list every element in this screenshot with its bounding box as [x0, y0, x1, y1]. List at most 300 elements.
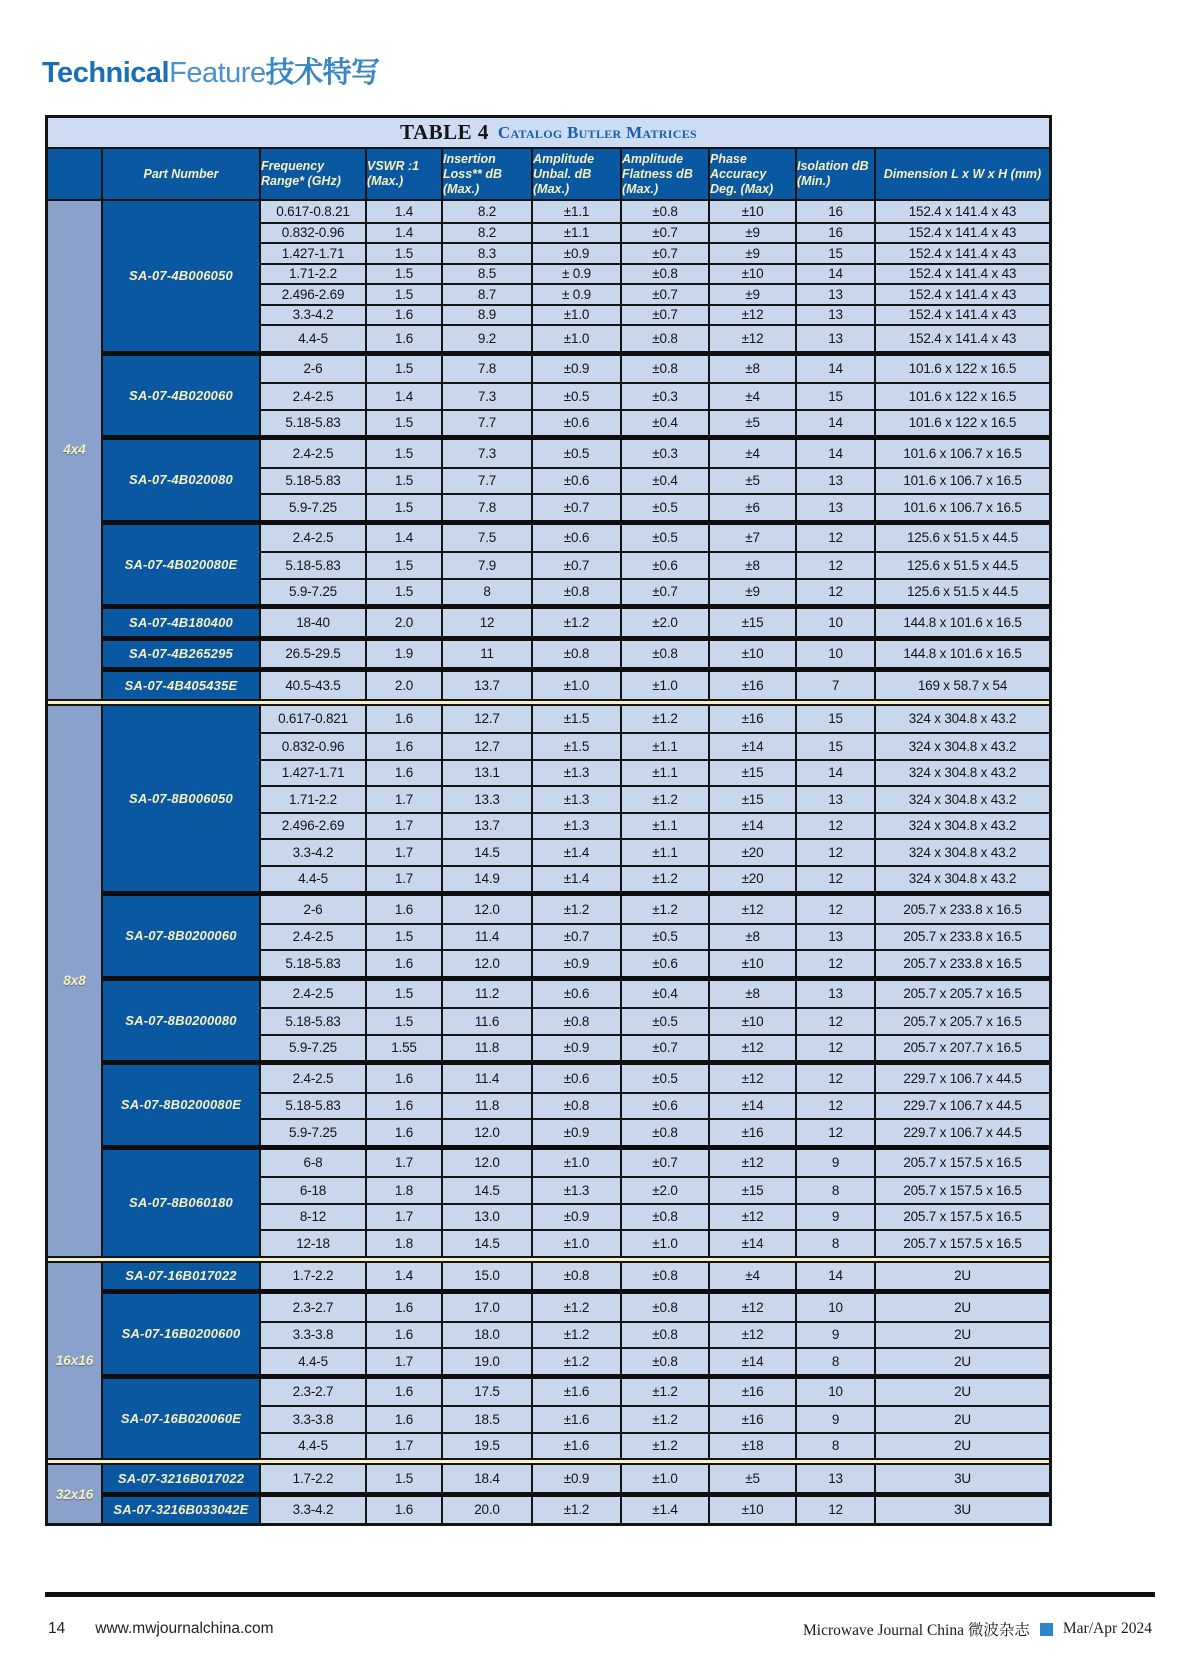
- column-header-text: Frequency Range* (GHz): [261, 159, 341, 188]
- cell-freq: 4.4-5: [261, 326, 367, 351]
- cell-phase: ±20: [710, 867, 797, 892]
- cell-phase: ±14: [710, 1231, 797, 1256]
- cell-phase: ±14: [710, 1094, 797, 1119]
- table-row: [261, 812, 1049, 839]
- cell-il: 12.0: [443, 951, 533, 976]
- part-number-cell: SA-07-16B0200600: [103, 1294, 261, 1374]
- cell-iso: 8: [797, 1349, 876, 1374]
- cell-vswr: 1.6: [367, 734, 443, 759]
- cell-freq: 5.18-5.83: [261, 553, 367, 578]
- cell-il: 7.9: [443, 553, 533, 578]
- cell-vswr: 1.55: [367, 1036, 443, 1061]
- column-header-text: Amplitude Unbal. dB (Max.): [533, 151, 595, 196]
- cell-vswr: 1.7: [367, 1150, 443, 1177]
- column-header-group: [48, 149, 103, 199]
- footer-left: [48, 1620, 274, 1638]
- frequency-rows: [261, 1263, 1049, 1290]
- cell-flat: ±1.0: [622, 1465, 710, 1492]
- size-group-4x4: [48, 201, 1049, 699]
- cell-il: 12.0: [443, 896, 533, 923]
- cell-il: 19.5: [443, 1434, 533, 1459]
- cell-freq: 5.18-5.83: [261, 951, 367, 976]
- cell-il: 18.5: [443, 1407, 533, 1432]
- cell-il: 8.7: [443, 285, 533, 304]
- part-block: [103, 667, 1049, 699]
- cell-phase: ±4: [710, 440, 797, 467]
- cell-phase: ±14: [710, 1349, 797, 1374]
- cell-freq: 5.18-5.83: [261, 469, 367, 494]
- cell-freq: 8-12: [261, 1205, 367, 1230]
- cell-iso: 16: [797, 201, 876, 222]
- cell-freq: 0.617-0.8.21: [261, 201, 367, 222]
- cell-phase: ±9: [710, 580, 797, 605]
- frequency-rows: [261, 1065, 1049, 1145]
- part-number-cell: SA-07-4B020080E: [103, 525, 261, 605]
- table-row: [261, 1347, 1049, 1374]
- part-block: [103, 1374, 1049, 1459]
- cell-il: 7.8: [443, 495, 533, 520]
- cell-flat: ±1.2: [622, 896, 710, 923]
- part-number-cell: SA-07-4B180400: [103, 609, 261, 636]
- table-row: [261, 949, 1049, 976]
- column-header-text: Isolation dB (Min.): [797, 159, 869, 188]
- table-row: [261, 467, 1049, 494]
- table-row: [261, 641, 1049, 668]
- cell-dim: 152.4 x 141.4 x 43: [876, 265, 1049, 284]
- cell-freq: 2.4-2.5: [261, 525, 367, 552]
- cell-unbal: ±0.9: [533, 244, 622, 263]
- cell-il: 15.0: [443, 1263, 533, 1290]
- cell-iso: 13: [797, 1465, 876, 1492]
- cell-dim: 205.7 x 157.5 x 16.5: [876, 1231, 1049, 1256]
- cell-il: 12.0: [443, 1120, 533, 1145]
- table-row: [261, 493, 1049, 520]
- part-number-cell: SA-07-3216B033042E: [103, 1497, 261, 1524]
- cell-unbal: ± 0.9: [533, 265, 622, 284]
- cell-phase: ±14: [710, 814, 797, 839]
- cell-flat: ±0.3: [622, 440, 710, 467]
- cell-iso: 10: [797, 641, 876, 668]
- cell-freq: 4.4-5: [261, 1349, 367, 1374]
- cell-flat: ±0.5: [622, 495, 710, 520]
- table-subtitle: Catalog Butler Matrices: [497, 122, 697, 142]
- cell-iso: 13: [797, 285, 876, 304]
- part-block: [103, 435, 1049, 520]
- cell-vswr: 1.5: [367, 411, 443, 436]
- cell-il: 7.3: [443, 384, 533, 409]
- cell-unbal: ±1.2: [533, 1294, 622, 1321]
- cell-dim: 101.6 x 106.7 x 16.5: [876, 440, 1049, 467]
- table-row: [261, 1092, 1049, 1119]
- cell-flat: ±0.8: [622, 1349, 710, 1374]
- journal-name: Microwave Journal China 微波杂志: [803, 1622, 1030, 1639]
- cell-dim: 205.7 x 233.8 x 16.5: [876, 925, 1049, 950]
- cell-vswr: 1.5: [367, 553, 443, 578]
- cell-freq: 1.427-1.71: [261, 761, 367, 786]
- table-header-row: [48, 149, 1049, 201]
- brand-feature: Feature: [169, 57, 266, 89]
- cell-flat: ±0.4: [622, 981, 710, 1008]
- cell-phase: ±12: [710, 1323, 797, 1348]
- frequency-rows: [261, 609, 1049, 636]
- cell-vswr: 1.5: [367, 244, 443, 263]
- cell-unbal: ±0.6: [533, 525, 622, 552]
- cell-phase: ±12: [710, 1150, 797, 1177]
- cell-freq: 2.4-2.5: [261, 981, 367, 1008]
- cell-vswr: 1.5: [367, 469, 443, 494]
- cell-il: 14.5: [443, 1178, 533, 1203]
- cell-unbal: ±1.2: [533, 1349, 622, 1374]
- cell-dim: 3U: [876, 1497, 1049, 1524]
- size-group-32x16: [48, 1465, 1049, 1523]
- group-label: 8x8: [48, 706, 103, 1256]
- cell-iso: 14: [797, 411, 876, 436]
- column-header-text: VSWR :1 (Max.): [367, 159, 420, 188]
- cell-vswr: 1.7: [367, 814, 443, 839]
- cell-vswr: 1.5: [367, 1009, 443, 1034]
- cell-iso: 14: [797, 761, 876, 786]
- cell-il: 8: [443, 580, 533, 605]
- cell-il: 13.0: [443, 1205, 533, 1230]
- cell-iso: 13: [797, 326, 876, 351]
- cell-vswr: 1.5: [367, 356, 443, 383]
- table-row: [261, 1294, 1049, 1321]
- part-number-cell: SA-07-4B006050: [103, 201, 261, 351]
- cell-dim: 324 x 304.8 x 43.2: [876, 814, 1049, 839]
- cell-phase: ±10: [710, 265, 797, 284]
- cell-vswr: 1.5: [367, 1465, 443, 1492]
- cell-il: 11.4: [443, 1065, 533, 1092]
- cell-unbal: ±1.0: [533, 1231, 622, 1256]
- cell-freq: 3.3-4.2: [261, 1497, 367, 1524]
- cell-unbal: ±1.5: [533, 706, 622, 733]
- bottom-rule: [45, 1592, 1155, 1597]
- cell-vswr: 1.4: [367, 224, 443, 243]
- size-group-16x16: [48, 1263, 1049, 1459]
- cell-vswr: 1.5: [367, 925, 443, 950]
- table-row: [261, 324, 1049, 351]
- cell-il: 11.2: [443, 981, 533, 1008]
- cell-iso: 10: [797, 609, 876, 636]
- cell-flat: ±0.7: [622, 224, 710, 243]
- cell-flat: ±0.6: [622, 951, 710, 976]
- cell-freq: 26.5-29.5: [261, 641, 367, 668]
- cell-dim: 205.7 x 157.5 x 16.5: [876, 1178, 1049, 1203]
- table-number: TABLE 4: [400, 120, 489, 144]
- part-number-cell: SA-07-4B265295: [103, 641, 261, 668]
- cell-unbal: ±0.6: [533, 411, 622, 436]
- column-header-iso: [797, 149, 876, 199]
- cell-flat: ±0.8: [622, 1205, 710, 1230]
- part-number-cell: SA-07-4B020080: [103, 440, 261, 520]
- frequency-rows: [261, 1379, 1049, 1459]
- group-body: [103, 706, 1049, 1256]
- cell-phase: ±10: [710, 951, 797, 976]
- cell-vswr: 1.4: [367, 201, 443, 222]
- cell-unbal: ±1.6: [533, 1407, 622, 1432]
- cell-phase: ±8: [710, 356, 797, 383]
- cell-flat: ±0.5: [622, 925, 710, 950]
- cell-phase: ±16: [710, 706, 797, 733]
- column-header-unbal: [533, 149, 622, 199]
- cell-phase: ±8: [710, 553, 797, 578]
- table-row: [261, 759, 1049, 786]
- cell-il: 8.2: [443, 201, 533, 222]
- cell-dim: 324 x 304.8 x 43.2: [876, 706, 1049, 733]
- cell-il: 17.0: [443, 1294, 533, 1321]
- table-row: [261, 706, 1049, 733]
- table-row: [261, 222, 1049, 243]
- cell-vswr: 1.7: [367, 840, 443, 865]
- cell-vswr: 1.6: [367, 1407, 443, 1432]
- table-row: [261, 896, 1049, 923]
- cell-phase: ±5: [710, 469, 797, 494]
- cell-dim: 3U: [876, 1465, 1049, 1492]
- cell-dim: 2U: [876, 1294, 1049, 1321]
- cell-iso: 8: [797, 1178, 876, 1203]
- cell-phase: ±9: [710, 224, 797, 243]
- table-row: [261, 981, 1049, 1008]
- part-number-cell: SA-07-8B006050: [103, 706, 261, 892]
- frequency-rows: [261, 641, 1049, 668]
- cell-il: 7.7: [443, 411, 533, 436]
- cell-il: 12.7: [443, 706, 533, 733]
- cell-dim: 101.6 x 106.7 x 16.5: [876, 495, 1049, 520]
- part-block: [103, 1060, 1049, 1145]
- cell-flat: ±0.7: [622, 285, 710, 304]
- cell-flat: ±0.4: [622, 411, 710, 436]
- cell-vswr: 1.6: [367, 1094, 443, 1119]
- cell-iso: 13: [797, 925, 876, 950]
- cell-vswr: 1.6: [367, 1120, 443, 1145]
- cell-freq: 5.9-7.25: [261, 1120, 367, 1145]
- cell-dim: 101.6 x 106.7 x 16.5: [876, 469, 1049, 494]
- table-row: [261, 1034, 1049, 1061]
- cell-vswr: 2.0: [367, 672, 443, 699]
- cell-freq: 5.9-7.25: [261, 1036, 367, 1061]
- cell-freq: 0.832-0.96: [261, 224, 367, 243]
- cell-iso: 14: [797, 1263, 876, 1290]
- cell-dim: 324 x 304.8 x 43.2: [876, 867, 1049, 892]
- cell-flat: ±2.0: [622, 1178, 710, 1203]
- cell-dim: 144.8 x 101.6 x 16.5: [876, 641, 1049, 668]
- cell-il: 8.2: [443, 224, 533, 243]
- table-body: [48, 201, 1049, 1523]
- cell-dim: 152.4 x 141.4 x 43: [876, 326, 1049, 351]
- cell-unbal: ±0.9: [533, 1036, 622, 1061]
- table-row: [261, 409, 1049, 436]
- part-block: [103, 891, 1049, 976]
- cell-iso: 12: [797, 1497, 876, 1524]
- table-row: [261, 551, 1049, 578]
- part-number-cell: SA-07-4B405435E: [103, 672, 261, 699]
- cell-unbal: ±1.3: [533, 761, 622, 786]
- cell-flat: ±0.7: [622, 1150, 710, 1177]
- cell-flat: ±0.7: [622, 306, 710, 325]
- frequency-rows: [261, 525, 1049, 605]
- cell-phase: ±18: [710, 1434, 797, 1459]
- cell-vswr: 1.6: [367, 326, 443, 351]
- issue-square-icon: [1040, 1623, 1053, 1636]
- issue-date: Mar/Apr 2024: [1062, 1620, 1152, 1637]
- cell-freq: 5.18-5.83: [261, 411, 367, 436]
- group-separator: [48, 1458, 1049, 1465]
- frequency-rows: [261, 706, 1049, 892]
- cell-unbal: ±0.9: [533, 1465, 622, 1492]
- cell-vswr: 1.6: [367, 761, 443, 786]
- cell-unbal: ±1.1: [533, 224, 622, 243]
- table-row: [261, 1203, 1049, 1230]
- cell-phase: ±9: [710, 285, 797, 304]
- cell-freq: 2-6: [261, 896, 367, 923]
- cell-phase: ±16: [710, 1407, 797, 1432]
- cell-freq: 2.4-2.5: [261, 440, 367, 467]
- cell-vswr: 2.0: [367, 609, 443, 636]
- cell-freq: 3.3-4.2: [261, 840, 367, 865]
- cell-flat: ±1.1: [622, 761, 710, 786]
- page-number: 14: [48, 1620, 66, 1637]
- cell-freq: 5.18-5.83: [261, 1009, 367, 1034]
- cell-phase: ±15: [710, 787, 797, 812]
- cell-iso: 12: [797, 553, 876, 578]
- cell-il: 7.3: [443, 440, 533, 467]
- cell-freq: 0.832-0.96: [261, 734, 367, 759]
- cell-phase: ±16: [710, 1120, 797, 1145]
- cell-dim: 2U: [876, 1379, 1049, 1406]
- cell-vswr: 1.6: [367, 951, 443, 976]
- cell-il: 13.1: [443, 761, 533, 786]
- cell-freq: 2.4-2.5: [261, 925, 367, 950]
- cell-iso: 9: [797, 1407, 876, 1432]
- cell-iso: 15: [797, 734, 876, 759]
- group-label: 16x16: [48, 1263, 103, 1459]
- table-row: [261, 304, 1049, 325]
- table-row: [261, 1176, 1049, 1203]
- cell-il: 11.6: [443, 1009, 533, 1034]
- frequency-rows: [261, 981, 1049, 1061]
- cell-il: 14.5: [443, 1231, 533, 1256]
- cell-unbal: ±0.6: [533, 1065, 622, 1092]
- cell-iso: 7: [797, 672, 876, 699]
- cell-iso: 8: [797, 1231, 876, 1256]
- part-number-cell: SA-07-3216B017022: [103, 1465, 261, 1492]
- cell-iso: 13: [797, 981, 876, 1008]
- cell-iso: 12: [797, 840, 876, 865]
- cell-vswr: 1.8: [367, 1178, 443, 1203]
- table-row: [261, 1263, 1049, 1290]
- cell-iso: 12: [797, 1036, 876, 1061]
- table-row: [261, 609, 1049, 636]
- table-row: [261, 865, 1049, 892]
- cell-il: 8.3: [443, 244, 533, 263]
- cell-iso: 13: [797, 306, 876, 325]
- table-row: [261, 1229, 1049, 1256]
- table-row: [261, 242, 1049, 263]
- cell-iso: 13: [797, 495, 876, 520]
- brand-technical: Technical: [42, 57, 170, 89]
- cell-dim: 205.7 x 233.8 x 16.5: [876, 896, 1049, 923]
- cell-unbal: ±0.8: [533, 1263, 622, 1290]
- table-row: [261, 440, 1049, 467]
- cell-dim: 205.7 x 233.8 x 16.5: [876, 951, 1049, 976]
- cell-iso: 13: [797, 469, 876, 494]
- cell-dim: 2U: [876, 1323, 1049, 1348]
- cell-freq: 3.3-4.2: [261, 306, 367, 325]
- table-row: [261, 1465, 1049, 1492]
- cell-unbal: ±0.7: [533, 495, 622, 520]
- column-header-phase: [710, 149, 797, 199]
- cell-flat: ±1.2: [622, 867, 710, 892]
- part-block: [103, 976, 1049, 1061]
- cell-freq: 6-8: [261, 1150, 367, 1177]
- part-number-cell: SA-07-4B020060: [103, 356, 261, 436]
- part-block: [103, 1145, 1049, 1256]
- part-block: [103, 201, 1049, 351]
- cell-il: 14.9: [443, 867, 533, 892]
- cell-unbal: ±0.9: [533, 1120, 622, 1145]
- cell-freq: 1.7-2.2: [261, 1263, 367, 1290]
- cell-iso: 12: [797, 1094, 876, 1119]
- cell-phase: ±15: [710, 761, 797, 786]
- cell-vswr: 1.6: [367, 1323, 443, 1348]
- cell-dim: 205.7 x 205.7 x 16.5: [876, 1009, 1049, 1034]
- part-number-cell: SA-07-16B017022: [103, 1263, 261, 1290]
- part-number-cell: SA-07-8B0200080E: [103, 1065, 261, 1145]
- footer-right: [803, 1618, 1152, 1640]
- cell-freq: 12-18: [261, 1231, 367, 1256]
- brand-chinese: 技术特写: [265, 57, 380, 89]
- cell-dim: 101.6 x 122 x 16.5: [876, 411, 1049, 436]
- cell-flat: ±1.1: [622, 734, 710, 759]
- cell-iso: 12: [797, 580, 876, 605]
- cell-phase: ±10: [710, 1009, 797, 1034]
- cell-flat: ±0.4: [622, 469, 710, 494]
- cell-unbal: ±1.2: [533, 1497, 622, 1524]
- part-block: [103, 1465, 1049, 1492]
- table-row: [261, 1405, 1049, 1432]
- column-header-part: [103, 149, 261, 199]
- cell-phase: ±7: [710, 525, 797, 552]
- cell-il: 13.7: [443, 814, 533, 839]
- part-number-cell: SA-07-8B060180: [103, 1150, 261, 1256]
- cell-freq: 2.4-2.5: [261, 1065, 367, 1092]
- cell-phase: ±12: [710, 1205, 797, 1230]
- cell-dim: 229.7 x 106.7 x 44.5: [876, 1120, 1049, 1145]
- cell-unbal: ±1.4: [533, 840, 622, 865]
- cell-phase: ±6: [710, 495, 797, 520]
- table-row: [261, 1118, 1049, 1145]
- cell-dim: 152.4 x 141.4 x 43: [876, 285, 1049, 304]
- cell-iso: 14: [797, 440, 876, 467]
- frequency-rows: [261, 356, 1049, 436]
- cell-unbal: ±1.1: [533, 201, 622, 222]
- cell-il: 13.7: [443, 672, 533, 699]
- cell-il: 8.5: [443, 265, 533, 284]
- cell-unbal: ±1.4: [533, 867, 622, 892]
- cell-unbal: ±0.6: [533, 981, 622, 1008]
- cell-dim: 101.6 x 122 x 16.5: [876, 384, 1049, 409]
- cell-unbal: ±0.8: [533, 641, 622, 668]
- cell-unbal: ±1.2: [533, 609, 622, 636]
- cell-unbal: ±1.0: [533, 326, 622, 351]
- frequency-rows: [261, 1294, 1049, 1374]
- cell-phase: ±5: [710, 1465, 797, 1492]
- cell-flat: ±1.0: [622, 1231, 710, 1256]
- cell-flat: ±0.3: [622, 384, 710, 409]
- cell-dim: 324 x 304.8 x 43.2: [876, 761, 1049, 786]
- cell-vswr: 1.6: [367, 896, 443, 923]
- part-block: [103, 1263, 1049, 1290]
